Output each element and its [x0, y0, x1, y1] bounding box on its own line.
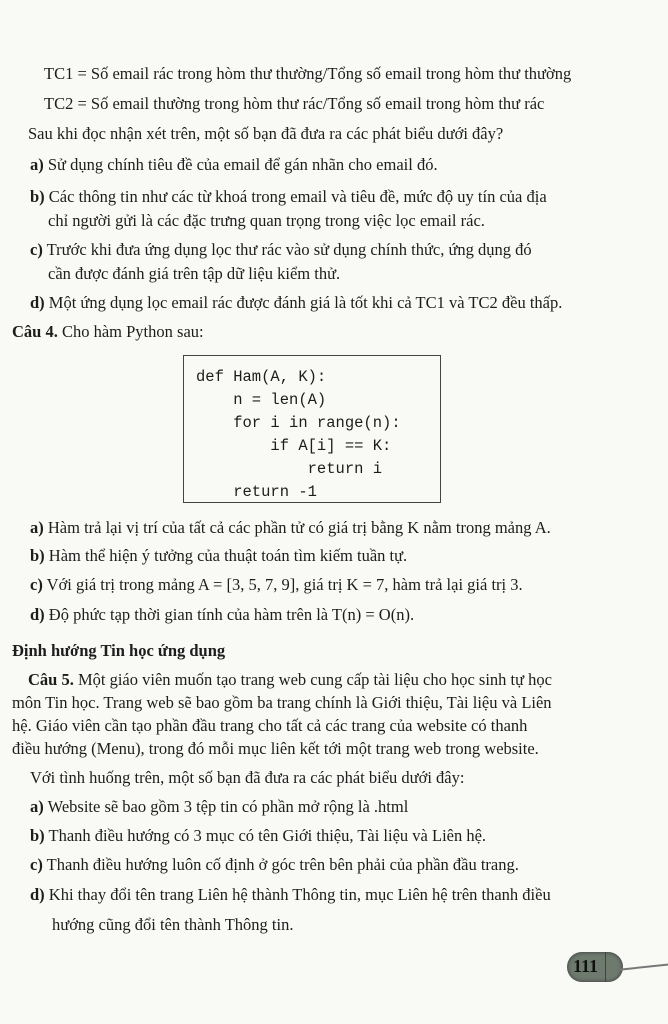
q5-statement-d-cont: hướng cũng đổi tên thành Thông tin. — [52, 915, 294, 934]
label: b) — [30, 826, 45, 845]
intro-lead: Sau khi đọc nhận xét trên, một số bạn đã đưa ra các phát biểu dưới đây? — [28, 124, 504, 143]
text: Trước khi đưa ứng dụng lọc thư rác vào sử dụng chính thức, ứng dụng đó — [46, 240, 532, 259]
question-label: Câu 4. — [12, 322, 58, 341]
statement-b-cont: chỉ người gửi là các đặc trưng quan trọng trong việc lọc email rác. — [48, 211, 485, 230]
q5-statement-b — [30, 826, 486, 846]
code-box — [183, 355, 441, 503]
text: Thanh điều hướng có 3 mục có tên Giới thiệu, Tài liệu và Liên hệ. — [48, 826, 487, 845]
text: Hàm trả lại vị trí của tất cả các phần tử có giá trị bằng K nằm trong mảng A. — [47, 518, 551, 537]
question-text: Cho hàm Python sau: — [61, 322, 204, 341]
label: b) — [30, 546, 45, 565]
label: a) — [30, 518, 44, 537]
q5-lead: Với tình huống trên, một số bạn đã đưa ra các phát biểu dưới đây: — [30, 768, 465, 787]
label: b) — [30, 187, 45, 206]
section-heading: Định hướng Tin học ứng dụng — [12, 641, 226, 660]
statement-b — [30, 187, 547, 207]
label: c) — [30, 855, 43, 874]
label: a) — [30, 155, 44, 174]
label: a) — [30, 797, 44, 816]
formula-tc1: TC1 = Số email rác trong hòm thư thường/Tổng số email trong hòm thư thường — [44, 64, 572, 83]
statement-c — [30, 240, 532, 260]
formula-tc2: TC2 = Số email thường trong hòm thư rác/Tổng số email trong hòm thư rác — [44, 94, 545, 113]
q5-text-line: hệ. Giáo viên cần tạo phần đầu trang cho tất cả các trang của website có thanh — [12, 716, 528, 735]
label: c) — [30, 240, 43, 259]
text: Độ phức tạp thời gian tính của hàm trên là T(n) = O(n). — [48, 605, 415, 624]
code-line: n = len(A) — [196, 391, 327, 409]
text: Sử dụng chính tiêu đề của email để gán nhãn cho email đó. — [47, 155, 438, 174]
question-text: Một giáo viên muốn tạo trang web cung cấp tài liệu cho học sinh tự học — [77, 670, 553, 689]
code-line: def Ham(A, K): — [196, 368, 327, 386]
q4-statement-a — [30, 518, 551, 538]
label: d) — [30, 885, 45, 904]
text: Các thông tin như các từ khoá trong email và tiêu đề, mức độ uy tín của địa — [48, 187, 547, 206]
q5-statement-a — [30, 797, 408, 817]
label: d) — [30, 293, 45, 312]
q5-text-line: điều hướng (Menu), trong đó mỗi mục liên kết tới một trang web trong website. — [12, 739, 539, 758]
code-line: if A[i] == K: — [196, 437, 392, 455]
question-4 — [12, 322, 204, 342]
mouse-cord-decoration — [620, 963, 668, 970]
text: Hàm thể hiện ý tưởng của thuật toán tìm kiếm tuần tự. — [48, 546, 408, 565]
q4-statement-d — [30, 605, 414, 625]
statement-a — [30, 155, 438, 175]
text: Thanh điều hướng luôn cố định ở góc trên bên phải của phần đầu trang. — [46, 855, 519, 874]
q4-statement-c — [30, 575, 523, 595]
question-label: Câu 5. — [28, 670, 74, 689]
question-5 — [28, 670, 552, 690]
text: Khi thay đổi tên trang Liên hệ thành Thông tin, mục Liên hệ trên thanh điều — [48, 885, 551, 904]
text: Một ứng dụng lọc email rác được đánh giá là tốt khi cả TC1 và TC2 đều thấp. — [48, 293, 563, 312]
label: d) — [30, 605, 45, 624]
q5-statement-c — [30, 855, 519, 875]
q5-statement-d — [30, 885, 551, 905]
statement-c-cont: cần được đánh giá trên tập dữ liệu kiểm thử. — [48, 264, 341, 283]
code-line: return -1 — [196, 483, 317, 501]
mouse-divider — [605, 952, 606, 982]
text: Với giá trị trong mảng A = [3, 5, 7, 9], giá trị K = 7, hàm trả lại giá trị 3. — [46, 575, 523, 594]
page-number: 111 — [573, 956, 599, 976]
q5-text-line: môn Tin học. Trang web sẽ bao gồm ba trang chính là Giới thiệu, Tài liệu và Liên — [12, 693, 552, 712]
code-line: return i — [196, 460, 383, 478]
text: Website sẽ bao gồm 3 tệp tin có phần mở rộng là .html — [47, 797, 409, 816]
statement-d — [30, 293, 562, 313]
code-line: for i in range(n): — [196, 414, 401, 432]
page-number-badge — [567, 952, 623, 982]
q4-statement-b — [30, 546, 407, 566]
label: c) — [30, 575, 43, 594]
